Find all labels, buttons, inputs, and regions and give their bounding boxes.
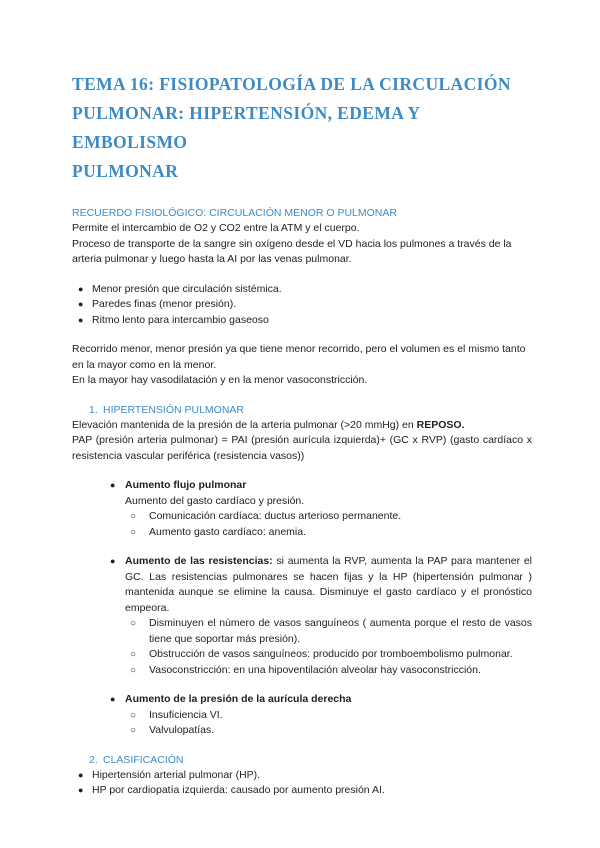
list-item-presion-auricula: ● Aumento de la presión de la aurícula derecha xyxy=(72,692,532,708)
bullet-icon: ● xyxy=(110,556,116,566)
recuerdo-p1: Permite el intercambio de O2 y CO2 entre la ATM y el cuerpo. xyxy=(72,222,360,234)
section-1-list xyxy=(72,478,532,494)
section-1-heading: 1. HIPERTENSIÓN PULMONAR xyxy=(89,403,244,416)
section-2-heading: 2. CLASIFICACIÓN xyxy=(89,753,184,766)
list-item: ○ Obstrucción de vasos sanguíneos: producido por tromboembolismo pulmonar. xyxy=(72,647,532,663)
recuerdo-p2: Proceso de transporte de la sangre sin oxígeno desde el VD hacia los pulmones a través de la arteria pulmonar y luego hasta la AI por las venas pulmonar. xyxy=(72,237,512,265)
bullet-icon: ● xyxy=(78,314,84,325)
circle-bullet-icon: ○ xyxy=(130,664,137,676)
page-title xyxy=(72,70,532,186)
circle-bullet-icon: ○ xyxy=(130,725,137,736)
list-item-aumento-flujo: ● Aumento flujo pulmonar xyxy=(72,478,532,494)
section-1-list-2 xyxy=(72,554,532,678)
section-1-p1: Elevación mantenida de la presión de la arteria pulmonar (>20 mmHg) en REPOSO. xyxy=(72,418,465,431)
bullet-icon: ● xyxy=(78,283,84,294)
circle-bullet-icon: ○ xyxy=(130,618,137,629)
title-line-3: PULMONAR xyxy=(72,161,179,181)
list-item: ● Paredes finas (menor presión). xyxy=(72,297,532,313)
bullet-icon: ● xyxy=(78,769,84,780)
list-item: ● Hipertensión arterial pulmonar (HP). xyxy=(72,768,532,784)
list-item: ● Ritmo lento para intercambio gaseoso xyxy=(72,313,532,329)
recuerdo-bullet-list xyxy=(72,282,532,329)
section-1-p2: PAP (presión arteria pulmonar) = PAI (presión aurícula izquierda)+ (GC x RVP) (gasto cardíaco x resistencia vascular periférica (resistencia vasos)) xyxy=(72,434,532,462)
recuerdo-p4: En la mayor hay vasodilatación y en la menor vasoconstricción. xyxy=(72,374,368,386)
section-1-list-3 xyxy=(72,692,532,739)
title-line-2: PULMONAR: HIPERTENSIÓN, EDEMA Y EMBOLISMO xyxy=(72,103,420,152)
circle-bullet-icon: ○ xyxy=(130,709,137,721)
bullet-icon: ● xyxy=(78,785,84,795)
bullet-icon: ● xyxy=(110,480,116,490)
circle-bullet-icon: ○ xyxy=(130,649,137,660)
aumento-flujo-desc: Aumento del gasto cardíaco y presión. xyxy=(125,494,305,507)
list-item: ○ Disminuyen el número de vasos sanguíneos ( aumenta porque el resto de vasos tiene que soportar más presión). xyxy=(130,617,532,645)
list-item: ○ Vasoconstricción: en una hipoventilación alveolar hay vasoconstricción. xyxy=(72,663,532,679)
list-item: ○ Comunicación cardíaca: ductus arterioso permanente. xyxy=(72,509,532,525)
bullet-icon: ● xyxy=(78,299,84,309)
section-2-list xyxy=(72,768,532,799)
list-item: ● HP por cardiopatía izquierda: causado por aumento presión AI. xyxy=(72,783,532,799)
list-item: ● Menor presión que circulación sistémica. xyxy=(72,282,532,298)
bullet-icon: ● xyxy=(110,694,116,704)
list-item: ○ Insuficiencia VI. xyxy=(72,708,532,724)
circle-bullet-icon: ○ xyxy=(130,526,137,538)
recuerdo-p3: Recorrido menor, menor presión ya que tiene menor recorrido, pero el volumen es el mismo tanto en la mayor como en la menor. xyxy=(72,343,526,371)
document-page xyxy=(72,70,532,799)
title-line-1: TEMA 16: FISIOPATOLOGÍA DE LA CIRCULACIÓN xyxy=(72,74,511,94)
list-item: ○ Aumento gasto cardíaco: anemia. xyxy=(72,525,532,541)
aumento-flujo-sublist xyxy=(72,509,532,540)
recuerdo-heading: RECUERDO FISIOLÓGICO: CIRCULACIÓN MENOR O PULMONAR xyxy=(72,207,397,219)
section-2-number: 2. xyxy=(89,753,98,766)
circle-bullet-icon: ○ xyxy=(130,511,137,522)
list-item-aumento-resistencias: ● Aumento de las resistencias: si aumenta la RVP, aumenta la PAP para mantener el GC. Las resistencias pulmonares se hacen fijas y la HP (hipertensión pulmonar ) mantenida aunque se elimine la causa. Disminuye el gasto cardíaco y el pronóstico empeora. xyxy=(110,555,532,614)
list-item: ○ Valvulopatías. xyxy=(72,723,532,739)
section-1-number: 1. xyxy=(89,403,98,416)
